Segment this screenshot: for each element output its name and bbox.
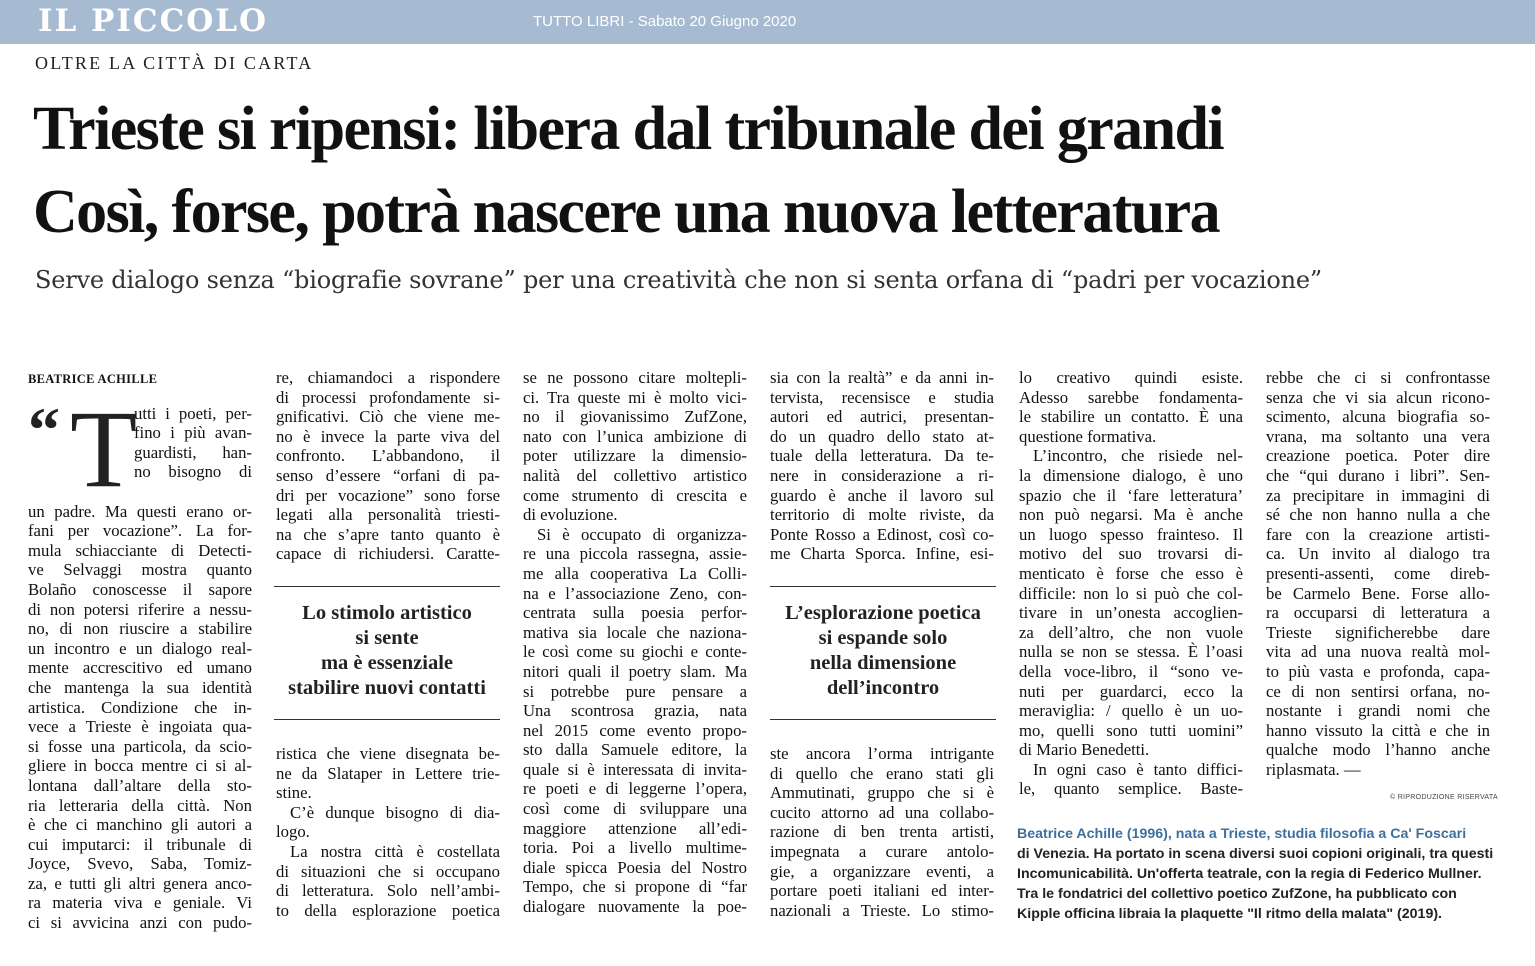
pull-quote-line: Lo stimolo artistico: [302, 602, 472, 624]
text-line: re una piccola rassegna, assie-: [523, 544, 747, 564]
text-line: nulla se non se stessa. È l’oasi: [1019, 642, 1243, 662]
dropcap-block: [28, 387, 252, 510]
pull-quote-line: L’esplorazione poetica: [785, 602, 981, 624]
text-line: difficile: non lo si può che col-: [1019, 583, 1243, 603]
text-line: rebbe che ci si confrontasse: [1266, 368, 1490, 387]
text-line: Una scontrosa grazia, nata: [523, 701, 747, 721]
text-line: to più vasta e profonda, capa-: [1266, 661, 1490, 681]
section-kicker: OLTRE LA CITTÀ DI CARTA: [35, 53, 314, 73]
text-line: capace di richiudersi. Caratte-: [276, 544, 500, 564]
text-line: nel 2015 come evento propo-: [523, 720, 747, 740]
text-line: me alla cooperativa La Colli-: [523, 563, 747, 583]
text-line: vrana, ma soltanto una vera: [1266, 426, 1490, 446]
text-line: sé che non hanno nulla a che: [1266, 505, 1490, 525]
text-line: na e l’associazione Zeno, con-: [523, 583, 747, 603]
text-line: motivo del suo trovarsi di-: [1019, 544, 1243, 564]
text-line: In ogni caso è tanto diffici-: [1033, 759, 1243, 779]
bio-line: Beatrice Achille (1996), nata a Trieste, studia filosofia a Ca' Foscari: [1017, 826, 1467, 842]
text-line: territorio di molte riviste, da: [770, 505, 994, 525]
text-line: un luogo spesso frainteso. Il: [1019, 524, 1243, 544]
text-line: fani per vocazione”. La for-: [28, 521, 252, 541]
pull-quote-line: dell’incontro: [826, 677, 940, 699]
text-line: non può negarsi. Ma è anche: [1019, 505, 1243, 525]
text-line: nato con l’unica ambizione di: [523, 426, 747, 446]
text-line: Bolaño conoscesse il sapore: [28, 579, 252, 599]
bio-line: di Venezia. Ha portato in scena diversi suoi copioni originali, tra questi: [1017, 846, 1494, 862]
text-line: senza che vi sia alcun ricono-: [1266, 387, 1490, 407]
text-line: le stabilire un contatto. È una: [1019, 407, 1243, 427]
text-line: poter utilizzare la dimensio-: [523, 446, 747, 466]
text-line: artistica. Condizione che in-: [28, 697, 252, 717]
text-line: sia con la realtà” e da anni in-: [770, 368, 994, 387]
bio-line: Incomunicabilità. Un'offerta teatrale, con la regia di Federico Mullner.: [1017, 866, 1482, 882]
text-line: no è invece la parte viva del: [276, 426, 500, 446]
text-line: ra materia viva e geniale. Vi: [28, 893, 252, 913]
copyright-notice: © RIPRODUZIONE RISERVATA: [1390, 794, 1498, 801]
column-2-bottom: [276, 744, 500, 920]
pull-quote-line: nella dimensione: [809, 652, 957, 674]
text-line: mula schiacciante di Detecti-: [28, 540, 252, 560]
column-5: [1019, 368, 1243, 799]
text-line: le, quanto semplice. Baste-: [1019, 779, 1243, 799]
text-line: Ponte Rosso a Edinost, così co-: [770, 524, 994, 544]
text-line: portare poeti italiani ed inter-: [770, 881, 994, 901]
text-line: be Carmelo Bene. Forse allo-: [1266, 583, 1490, 603]
text-line: di evoluzione.: [523, 505, 618, 525]
text-line: fare con la creazione artisti-: [1266, 524, 1490, 544]
text-line: nere in considerazione a ri-: [770, 465, 994, 485]
text-line: vece a Trieste è ingoiata qua-: [28, 717, 252, 737]
text-line: menticato è forse che esso è: [1019, 563, 1243, 583]
column-6: [1266, 368, 1490, 779]
masthead-bar: [0, 0, 1535, 44]
text-line: riplasmata. —: [1266, 759, 1361, 779]
headline-line-2: Così, forse, potrà nascere una nuova letteratura: [33, 178, 1219, 246]
text-line: me Charta Sporca. Infine, esi-: [770, 544, 994, 564]
text-line: za, e tutti gli altri genera anco-: [28, 873, 252, 893]
standfirst: Serve dialogo senza “biografie sovrane” per una creatività che non si senta orfana di “padri per vocazione”: [35, 266, 1322, 294]
headline-line-1: Trieste si ripensi: libera dal tribunale dei grandi: [33, 95, 1223, 163]
text-line: come strumento di crescita e: [523, 485, 747, 505]
text-line: Tempo, che si propone di “far: [523, 877, 747, 897]
text-line: gnificativi. Ciò che viene me-: [276, 407, 500, 427]
text-line: ca. Un invito al dialogo tra: [1266, 544, 1490, 564]
text-line: nitori quali il poetry slam. Ma: [523, 661, 747, 681]
text-line: lontana dall’altare della sto-: [28, 775, 252, 795]
pull-quote-line: ma è essenziale: [320, 652, 454, 674]
text-line: ristica che viene disegnata be-: [276, 744, 500, 763]
text-line: di Mario Benedetti.: [1019, 740, 1150, 760]
text-line: si potrebbe pure pensare a: [523, 681, 747, 701]
text-line: za precipitare in immagini di: [1266, 485, 1490, 505]
text-line: questione formativa.: [1019, 426, 1157, 446]
text-line: mativa sia locale che naziona-: [523, 622, 747, 642]
text-line: ce di non sentirsi orfana, no-: [1266, 681, 1490, 701]
text-line: fino i più avan-: [134, 423, 252, 443]
text-line: qualche modo l’hanno anche: [1266, 740, 1490, 760]
bio-line: Tra le fondatrici del collettivo poetico ZufZone, ha pubblicato con: [1017, 886, 1457, 902]
text-line: Joyce, Svevo, Saba, Tomiz-: [28, 854, 252, 874]
text-line: maggiore attenzione all’edi-: [523, 818, 747, 838]
text-line: senso d’essere “orfani di pa-: [276, 465, 500, 485]
pull-quote-line: si espande solo: [818, 627, 948, 649]
text-line: ci si avvicina anzi con pudo-: [28, 913, 252, 933]
text-line: nazionali a Trieste. Lo stimo-: [770, 900, 994, 920]
text-line: no il giovanissimo ZufZone,: [523, 407, 747, 427]
pull-quote-2: [770, 586, 996, 701]
text-line: no bisogno di: [134, 462, 252, 482]
text-line: gie, a organizzare eventi, a: [770, 861, 994, 881]
text-line: na che s’apre tanto quanto è: [276, 524, 500, 544]
text-line: se ne possono citare moltepli-: [523, 368, 747, 387]
pull-quote-2-rule: [770, 719, 996, 720]
text-line: spazio che il ‘fare letteratura’: [1019, 485, 1243, 505]
text-line: che “qui durano i libri”. Sen-: [1266, 465, 1490, 485]
text-line: ci. Tra queste mi è molto vici-: [523, 387, 747, 407]
text-line: sto dalla Samuele editore, la: [523, 740, 747, 760]
pull-quote-line: stabilire nuovi contatti: [288, 677, 486, 699]
text-line: mo, quelli sono tutti uomini”: [1019, 720, 1243, 740]
text-line: diale spicca Poesia del Nostro: [523, 857, 747, 877]
text-line: impegnata a curare antolo-: [770, 841, 994, 861]
text-line: autori ed autrici, presentan-: [770, 407, 994, 427]
text-line: ra occuparsi di letteratura a: [1266, 603, 1490, 623]
text-line: di letteratura. Solo nell’ambi-: [276, 881, 500, 901]
headline: [33, 88, 1513, 254]
text-line: le così come su giochi e conte-: [523, 642, 747, 662]
text-line: nalità del collettivo artistico: [523, 465, 747, 485]
text-line: la dimensione dialogo, è uno: [1019, 465, 1243, 485]
text-line: confronto. L’abbandono, il: [276, 446, 500, 466]
text-line: di quello che erano stati gli: [770, 763, 994, 783]
column-3: [523, 368, 747, 917]
text-line: za dell’altro, che non vuole: [1019, 622, 1243, 642]
text-line: mente accrescitivo ed umano: [28, 658, 252, 678]
text-line: ria letteraria della città. Non: [28, 795, 252, 815]
text-line: scimento, alcuna biografia so-: [1266, 407, 1490, 427]
text-line: è che ci manchino gli autori a: [28, 815, 252, 835]
text-line: guardisti, han-: [134, 442, 252, 462]
text-line: gliere in bocca mentre ci si al-: [28, 756, 252, 776]
text-line: stine.: [276, 783, 312, 803]
text-line: di non potersi riferire a nessu-: [28, 599, 252, 619]
text-line: legati alla personalità triesti-: [276, 505, 500, 525]
text-line: un incontro e un dialogo real-: [28, 638, 252, 658]
text-line: un padre. Ma questi erano or-: [28, 501, 252, 521]
text-line: dialogare nuovamente la poe-: [523, 897, 747, 917]
text-line: nuti per guardarci, ecco la: [1019, 681, 1243, 701]
text-line: ne da Slataper in Lettere trie-: [276, 763, 500, 783]
dropcap-lines: [134, 404, 252, 482]
text-line: che mantenga la sua identità: [28, 677, 252, 697]
text-line: dri per vocazione” sono forse: [276, 485, 500, 505]
text-line: La nostra città è costellata: [290, 841, 500, 861]
text-line: Adesso sarebbe fondamenta-: [1019, 387, 1243, 407]
bio-line: Kipple officina libraia la plaquette "Il ritmo della malata" (2019).: [1017, 906, 1443, 922]
column-2-top: [276, 368, 500, 564]
text-line: re poeti e di leggerne l’opera,: [523, 779, 747, 799]
text-line: si fosse una particola, da scio-: [28, 736, 252, 756]
text-line: guardo è anche il lavoro sul: [770, 485, 994, 505]
byline: BEATRICE ACHILLE: [28, 372, 158, 386]
text-line: centrata sulla poesia perfor-: [523, 603, 747, 623]
text-line: to della esplorazione poetica: [276, 900, 500, 920]
issue-date: TUTTO LIBRI - Sabato 20 Giugno 2020: [533, 13, 797, 30]
text-line: di processi profondamente si-: [276, 387, 500, 407]
text-line: no, di non riuscire a stabilire: [28, 619, 252, 639]
text-line: utti i poeti, per-: [134, 403, 252, 423]
text-line: re, chiamandoci a rispondere: [276, 368, 500, 387]
text-line: presenti-assenti, come direb-: [1266, 563, 1490, 583]
text-line: Trieste significherebbe dare: [1266, 622, 1490, 642]
newspaper-logo: IL PICCOLO: [38, 3, 269, 39]
text-line: vita ad una nuova realtà mol-: [1266, 642, 1490, 662]
text-line: meraviglia: / quello è un uo-: [1019, 701, 1243, 721]
text-line: tivare in un’onesta accoglien-: [1019, 603, 1243, 623]
pull-quote-1: [274, 586, 500, 701]
text-line: hanno vissuto la città e che in: [1266, 720, 1490, 740]
pull-quote-1-rule: [274, 719, 500, 720]
text-line: lo creativo quindi esiste.: [1019, 368, 1243, 387]
text-line: do un quadro dello stato at-: [770, 426, 994, 446]
text-line: tervista, recensisce e studia: [770, 387, 994, 407]
text-line: C’è dunque bisogno di dia-: [290, 802, 500, 822]
text-line: Si è occupato di organizza-: [537, 524, 747, 544]
text-line: L’incontro, che risiede nel-: [1033, 446, 1243, 466]
text-line: della voce-libro, il “sono ve-: [1019, 661, 1243, 681]
text-line: quale si è interessata di invita-: [523, 759, 747, 779]
text-line: così come di sviluppare una: [523, 799, 747, 819]
dropcap: T: [70, 387, 138, 510]
pull-quote-line: si sente: [355, 627, 419, 649]
column-1-text: [28, 502, 252, 933]
text-line: cucito attorno ad una collabo-: [770, 802, 994, 822]
text-line: ste ancora l’orma intrigante: [770, 744, 994, 763]
column-1: [28, 368, 252, 933]
text-line: logo.: [276, 822, 310, 842]
author-bio: [1017, 824, 1494, 924]
text-line: di situazioni che si occupano: [276, 861, 500, 881]
text-line: creazione poetica. Poter dire: [1266, 446, 1490, 466]
column-4-top: [770, 368, 994, 564]
text-line: toria. Poi a livello multime-: [523, 838, 747, 858]
text-line: ve Selvaggi mostra quanto: [28, 560, 252, 580]
text-line: tuale della letteratura. Da te-: [770, 446, 994, 466]
text-line: cui imputarci: il tribunale di: [28, 834, 252, 854]
text-line: nostante i grandi nomi che: [1266, 701, 1490, 721]
quote-mark-icon: “: [28, 393, 60, 465]
column-4-bottom: [770, 744, 994, 920]
text-line: Ammutinati, gruppo che si è: [770, 783, 994, 803]
text-line: razione di ben trenta artisti,: [770, 822, 994, 842]
